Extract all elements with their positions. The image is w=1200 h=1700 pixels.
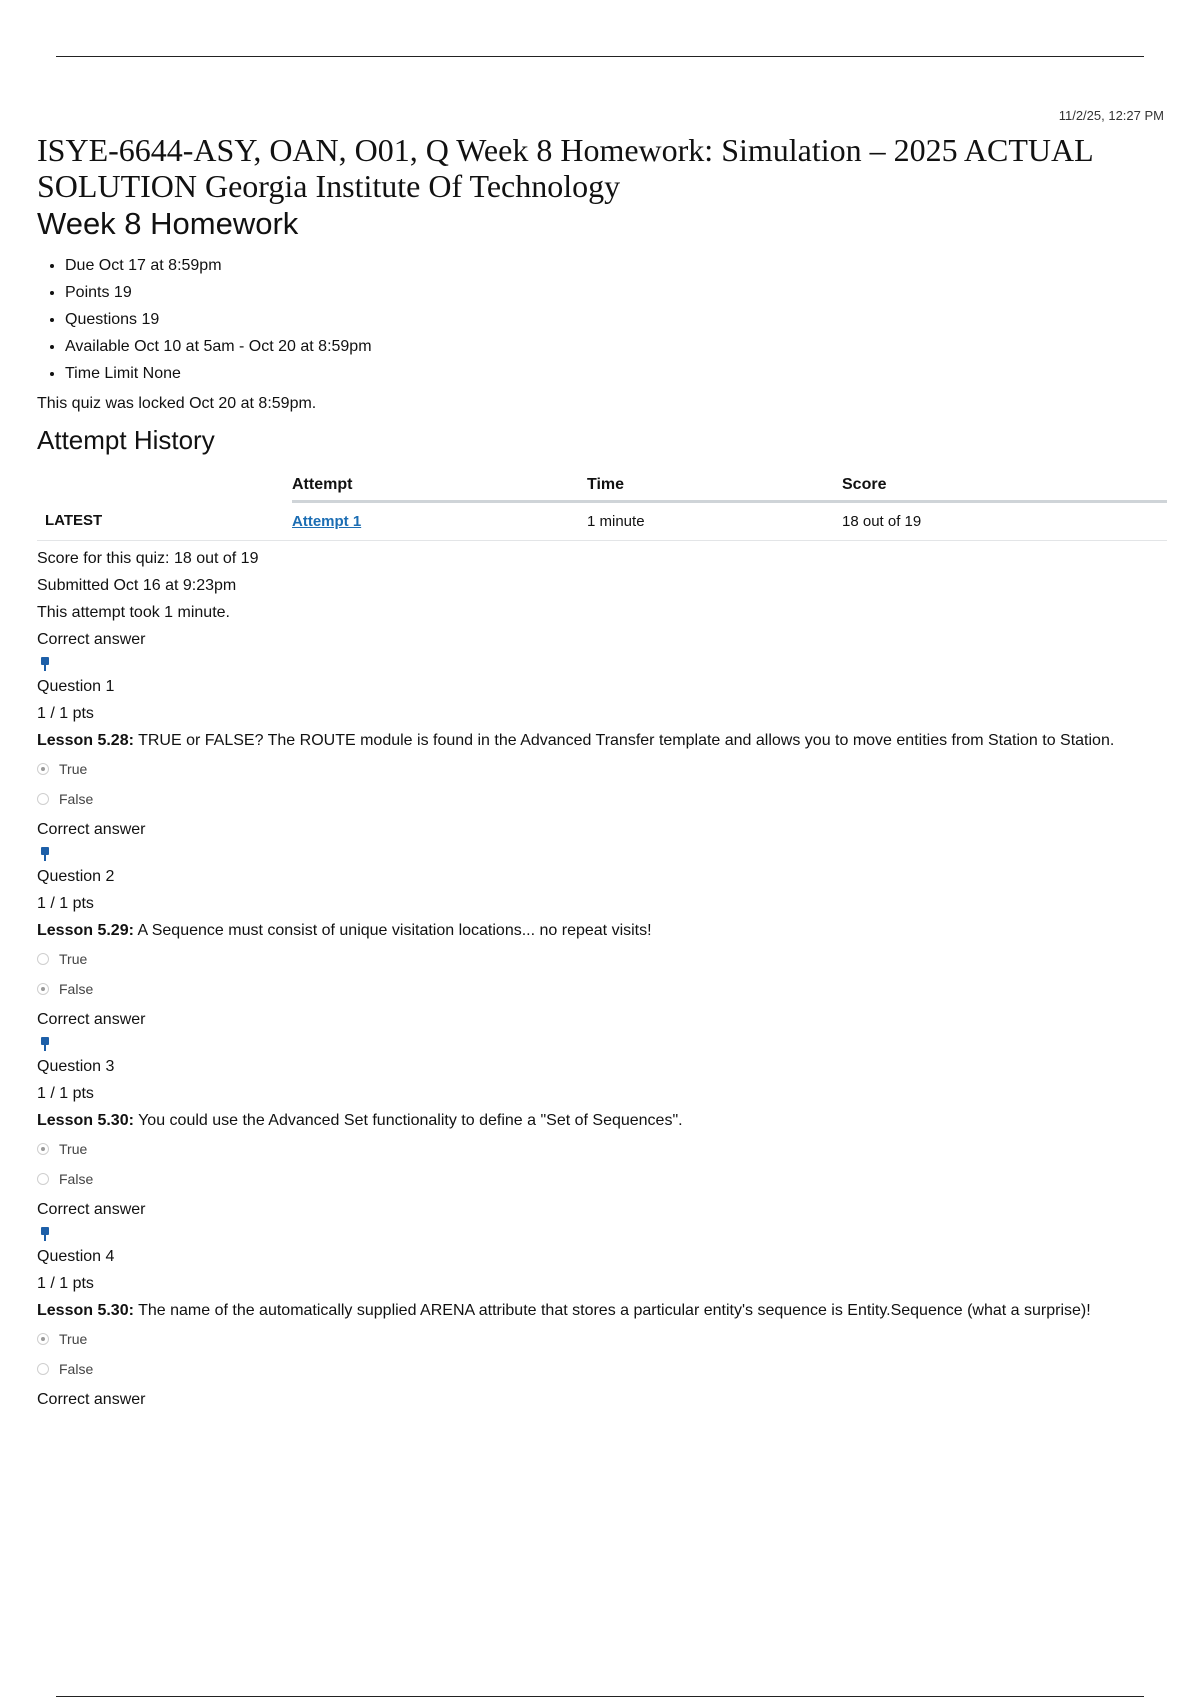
correct-answer-label: Correct answer bbox=[37, 1011, 146, 1028]
answer-option-true[interactable] bbox=[37, 944, 1167, 974]
quiz-title: Week 8 Homework bbox=[37, 206, 299, 241]
question-count: • Questions 19 bbox=[65, 306, 1167, 333]
top-rule bbox=[56, 56, 1144, 57]
option-label: False bbox=[59, 1171, 94, 1187]
answer-option-false[interactable] bbox=[37, 784, 1167, 814]
lesson-label: Lesson 5.28: bbox=[37, 732, 134, 749]
correct-answer-label: Correct answer bbox=[37, 631, 146, 648]
answer-option-true[interactable] bbox=[37, 1324, 1167, 1354]
flag-icon[interactable] bbox=[41, 1227, 49, 1241]
time-limit: • Time Limit None bbox=[65, 360, 1167, 387]
print-timestamp: 11/2/25, 12:27 PM bbox=[1058, 108, 1164, 123]
radio-selected-icon[interactable] bbox=[37, 1333, 49, 1345]
table-row bbox=[37, 502, 1167, 541]
score-cell: 18 out of 19 bbox=[842, 502, 1167, 541]
flag-icon[interactable] bbox=[41, 657, 49, 671]
radio-icon[interactable] bbox=[37, 953, 49, 965]
question-points: 1 / 1 pts bbox=[37, 895, 94, 912]
question-text bbox=[37, 917, 1167, 944]
question-block bbox=[37, 1227, 1167, 1413]
question-title: Question 3 bbox=[37, 1058, 115, 1075]
radio-selected-icon[interactable] bbox=[37, 763, 49, 775]
lesson-label: Lesson 5.30: bbox=[37, 1302, 134, 1319]
radio-icon[interactable] bbox=[37, 1363, 49, 1375]
radio-selected-icon[interactable] bbox=[37, 983, 49, 995]
attempt-cell bbox=[292, 502, 587, 541]
lesson-label: Lesson 5.29: bbox=[37, 922, 134, 939]
question-body: A Sequence must consist of unique visitation locations... no repeat visits! bbox=[137, 922, 652, 939]
answer-option-true[interactable] bbox=[37, 1134, 1167, 1164]
answer-option-true[interactable] bbox=[37, 754, 1167, 784]
question-title: Question 4 bbox=[37, 1248, 115, 1265]
question-body: The name of the automatically supplied ARENA attribute that stores a particular entity's sequence is Entity.Sequence (what a surprise)! bbox=[138, 1302, 1091, 1319]
option-label: True bbox=[59, 1331, 88, 1347]
header-attempt: Attempt bbox=[292, 470, 587, 502]
due-date: • Due Oct 17 at 8:59pm bbox=[65, 252, 1167, 279]
question-points: 1 / 1 pts bbox=[37, 705, 94, 722]
attempt-duration: This attempt took 1 minute. bbox=[37, 604, 230, 621]
radio-selected-icon[interactable] bbox=[37, 1143, 49, 1155]
question-block bbox=[37, 847, 1167, 1033]
page-content bbox=[37, 132, 1167, 1413]
attempt-1-link[interactable]: Attempt 1 bbox=[292, 513, 362, 530]
availability: • Available Oct 10 at 5am - Oct 20 at 8:59pm bbox=[65, 333, 1167, 360]
question-title: Question 2 bbox=[37, 868, 115, 885]
question-block bbox=[37, 657, 1167, 843]
attempt-history-title: Attempt History bbox=[37, 425, 215, 455]
locked-notice: This quiz was locked Oct 20 at 8:59pm. bbox=[37, 395, 317, 412]
attempt-history-table bbox=[37, 470, 1167, 541]
header-time: Time bbox=[587, 470, 842, 502]
correct-answer-label: Correct answer bbox=[37, 1201, 146, 1218]
document-title: ISYE-6644-ASY, OAN, O01, Q Week 8 Homework: Simulation – 2025 ACTUAL SOLUTION Georgia Institute Of Technology bbox=[37, 132, 1093, 204]
question-block bbox=[37, 1037, 1167, 1223]
table-header-row bbox=[37, 470, 1167, 502]
points: • Points 19 bbox=[65, 279, 1167, 306]
option-label: False bbox=[59, 1361, 94, 1377]
answer-option-false[interactable] bbox=[37, 1164, 1167, 1194]
flag-icon[interactable] bbox=[41, 1037, 49, 1051]
option-label: False bbox=[59, 981, 94, 997]
correct-answer-label: Correct answer bbox=[37, 1391, 146, 1408]
lesson-label: Lesson 5.30: bbox=[37, 1112, 134, 1129]
option-label: False bbox=[59, 791, 94, 807]
option-label: True bbox=[59, 951, 88, 967]
radio-icon[interactable] bbox=[37, 1173, 49, 1185]
option-label: True bbox=[59, 1141, 88, 1157]
flag-icon[interactable] bbox=[41, 847, 49, 861]
quiz-details-list bbox=[37, 252, 1167, 387]
header-score: Score bbox=[842, 470, 1167, 502]
option-label: True bbox=[59, 761, 88, 777]
quiz-score: Score for this quiz: 18 out of 19 bbox=[37, 550, 259, 567]
question-body: You could use the Advanced Set functionality to define a "Set of Sequences". bbox=[138, 1112, 683, 1129]
radio-icon[interactable] bbox=[37, 793, 49, 805]
question-body: TRUE or FALSE? The ROUTE module is found in the Advanced Transfer template and allows you to move entities from Station to Station. bbox=[138, 732, 1115, 749]
question-title: Question 1 bbox=[37, 678, 115, 695]
question-text bbox=[37, 1297, 1167, 1324]
question-points: 1 / 1 pts bbox=[37, 1275, 94, 1292]
question-points: 1 / 1 pts bbox=[37, 1085, 94, 1102]
attempt-summary bbox=[37, 545, 1167, 653]
header-blank bbox=[37, 470, 292, 502]
question-text bbox=[37, 727, 1167, 754]
latest-label: LATEST bbox=[37, 502, 292, 541]
answer-option-false[interactable] bbox=[37, 974, 1167, 1004]
time-cell: 1 minute bbox=[587, 502, 842, 541]
answer-option-false[interactable] bbox=[37, 1354, 1167, 1384]
bottom-rule bbox=[56, 1696, 1144, 1697]
question-text bbox=[37, 1107, 1167, 1134]
correct-answer-label: Correct answer bbox=[37, 821, 146, 838]
submitted-time: Submitted Oct 16 at 9:23pm bbox=[37, 577, 237, 594]
